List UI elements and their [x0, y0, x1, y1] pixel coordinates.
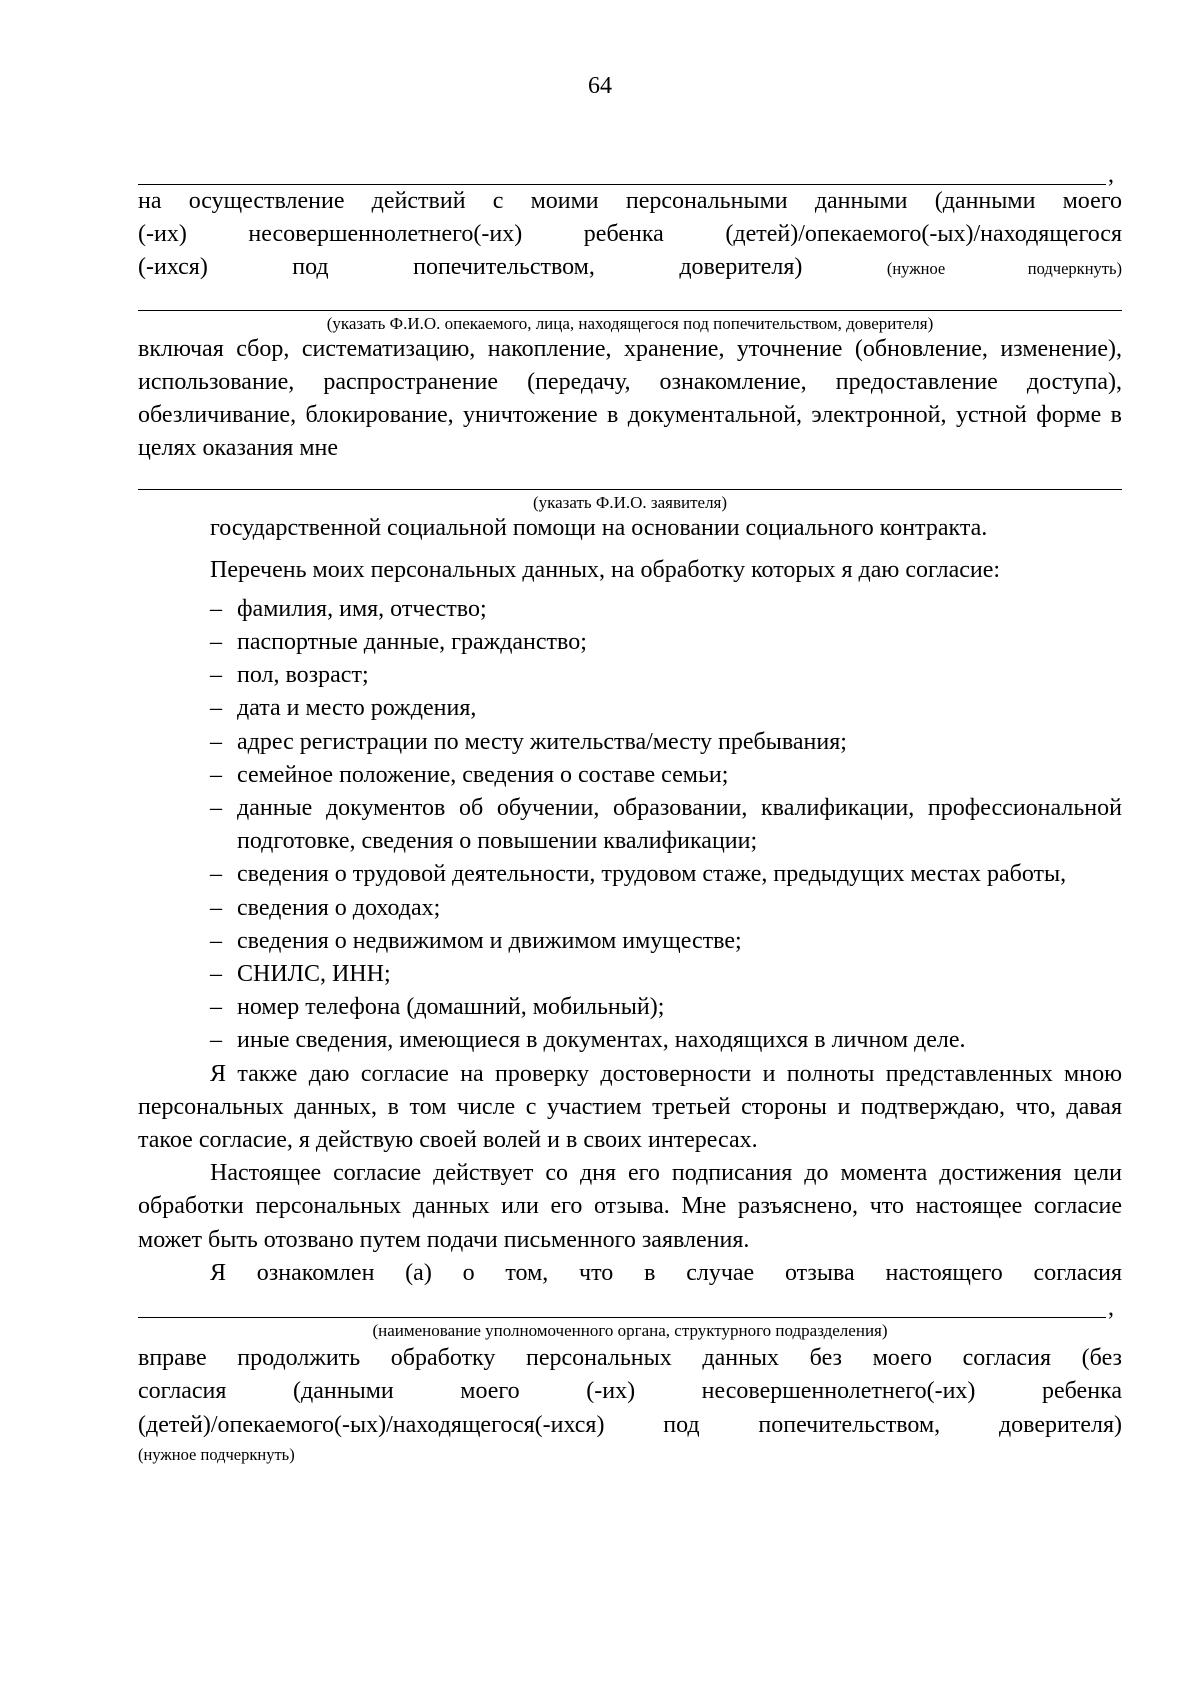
page-number: 64	[588, 73, 612, 99]
personal-data-list	[138, 593, 1122, 1058]
fill-in-rule	[138, 164, 1106, 185]
caption-ward-name: (указать Ф.И.О. опекаемого, лица, находящегося под попечительством, доверителя)	[326, 313, 934, 333]
list-item: – иные сведения, имеющиеся в документах, находящихся в личном деле.	[210, 1024, 1122, 1057]
list-item: – фамилия, имя, отчество;	[210, 593, 1122, 626]
paragraph-line	[138, 251, 1122, 285]
paragraph-line: согласия (данными моего (-их) несовершеннолетнего(-их) ребенка	[138, 1378, 1122, 1405]
list-item: – дата и место рождения,	[210, 692, 1122, 725]
fill-in-rule	[138, 310, 1122, 311]
paragraph-validity: Настоящее согласие действует со дня его подписания до момента достижения цели обработки персональных данных или его отзыва. Мне разъяснено, что настоящее согласие может быть отозвано путем подачи письменного заявления.	[138, 1160, 1122, 1253]
list-item: – сведения о недвижимом и движимом имуществе;	[210, 925, 1122, 958]
paragraph-purpose: государственной социальной помощи на основании социального контракта.	[210, 515, 988, 542]
comma: ,	[1108, 1295, 1114, 1322]
paragraph-line: (детей)/опекаемого(-ых)/находящегося(-ихся) под попечительством, доверителя)	[138, 1411, 1122, 1438]
list-item: – номер телефона (домашний, мобильный);	[210, 991, 1122, 1024]
list-item: – адрес регистрации по месту жительства/месту пребывания;	[210, 726, 1122, 759]
list-item: – сведения о трудовой деятельности, трудовом стаже, предыдущих местах работы,	[210, 858, 1122, 891]
paragraph-informed: Я ознакомлен (а) о том, что в случае отзыва настоящего согласия	[210, 1259, 1122, 1286]
list-item: – семейное положение, сведения о составе семьи;	[210, 759, 1122, 792]
paragraph-line: на осуществление действий с моими персональными данными (данными моего	[138, 188, 1122, 214]
paragraph-line: вправе продолжить обработку персональных данных без моего согласия (без	[138, 1345, 1122, 1372]
paragraph-line: (-их) несовершеннолетнего(-их) ребенка (детей)/опекаемого(-ых)/находящегося	[138, 221, 1122, 248]
list-item: – СНИЛС, ИНН;	[210, 958, 1122, 991]
underline-note: (нужное подчеркнуть)	[886, 259, 1123, 279]
blank-line-authority	[138, 1290, 1122, 1322]
paragraph-verification: Я также даю согласие на проверку достоверности и полноты представленных мною персональных данных, в том числе с участием третьей стороны и подтверждаю, что, давая такое согласие, я действую своей волей и в своих интересах.	[138, 1060, 1122, 1154]
list-item: – сведения о доходах;	[210, 892, 1122, 925]
document-body	[138, 152, 1122, 1468]
paragraph-list-intro: Перечень моих персональных данных, на обработку которых я даю согласие:	[210, 556, 1001, 583]
list-item: – паспортные данные, гражданство;	[210, 626, 1122, 659]
list-item: – данные документов об обучении, образовании, квалификации, профессиональной подготовке, сведения о повышении квалификации;	[210, 792, 1122, 858]
blank-line-subject	[138, 152, 1122, 188]
fill-in-rule	[138, 489, 1122, 490]
caption-authority-name: (наименование уполномоченного органа, структурного подразделения)	[372, 1321, 888, 1341]
paragraph-text: (-ихся) под попечительством, доверителя)	[138, 254, 803, 281]
paragraph-processing: включая сбор, систематизацию, накопление, хранение, уточнение (обновление, изменение), использование, распространение (передачу, ознакомление, предоставление доступа), обезличивание, блокирование, уничтожение в документальной, электронной, устной форме в целях оказания мне	[138, 335, 1122, 462]
fill-in-rule	[138, 1303, 1106, 1318]
list-item: – пол, возраст;	[210, 659, 1122, 692]
underline-note: (нужное подчеркнуть)	[138, 1444, 295, 1464]
caption-applicant-name: (указать Ф.И.О. заявителя)	[532, 493, 728, 513]
comma: ,	[1108, 162, 1114, 188]
